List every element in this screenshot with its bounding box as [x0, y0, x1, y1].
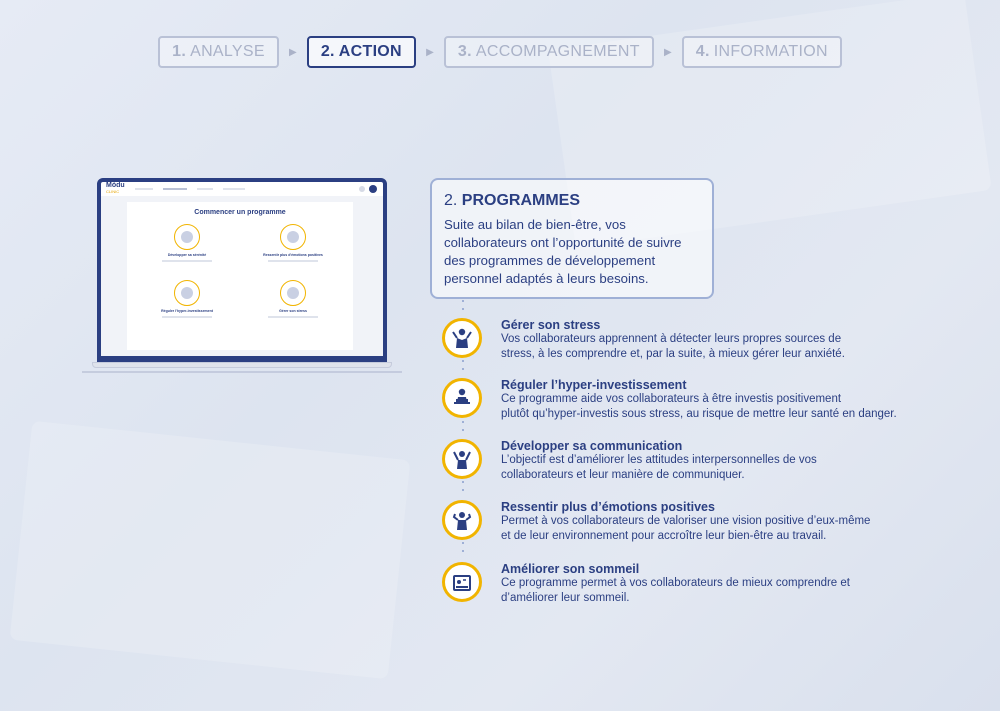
program-text: stress, à les comprendre et, par la suite, à mieux gérer leur anxiété.: [501, 348, 845, 360]
mini-main: [101, 196, 383, 356]
program-title: Développer sa communication: [501, 439, 683, 453]
stress-person-icon: [442, 318, 482, 358]
programmes-box: [430, 178, 714, 299]
step-action[interactable]: [307, 36, 416, 68]
program-text: d’améliorer leur sommeil.: [501, 592, 630, 604]
programmes-heading: [444, 192, 700, 210]
app-logo: Mòdu CLINIC: [106, 182, 125, 194]
step-information[interactable]: [682, 36, 842, 68]
connector-line: [462, 481, 464, 497]
desk-person-icon: [442, 378, 482, 418]
chevron-right-icon: ▶: [426, 46, 434, 58]
program-item[interactable]: [442, 378, 962, 422]
programmes-title: PROGRAMMES: [461, 192, 581, 209]
mini-program-label: Développer sa sérénité: [167, 253, 207, 257]
program-icon: [280, 280, 306, 306]
programmes-number: 2.: [444, 192, 458, 209]
step-analyse[interactable]: [158, 36, 279, 68]
program-text: Permet à vos collaborateurs de valoriser une vision positive d’eux-même: [501, 515, 871, 527]
mini-program: [137, 280, 237, 318]
program-text: Ce programme permet à vos collaborateurs de mieux comprendre et: [501, 577, 850, 589]
program-item[interactable]: [442, 562, 962, 606]
step-number: 3.: [457, 43, 472, 60]
program-item[interactable]: [442, 439, 962, 483]
program-item[interactable]: [442, 318, 962, 362]
chevron-right-icon: ▶: [288, 46, 297, 58]
step-accompagnement[interactable]: [444, 36, 654, 68]
program-text: Ce programme aide vos collaborateurs à être investis positivement: [501, 393, 842, 405]
step-label: ACCOMPAGNEMENT: [475, 43, 640, 60]
sleep-icon: [442, 562, 482, 602]
mini-program: [243, 224, 343, 262]
program-text: et de leur environnement pour accroître leur bien-être au travail.: [501, 530, 827, 542]
laptop-screen: [97, 178, 387, 362]
program-item[interactable]: [442, 500, 962, 544]
mini-header: [101, 182, 383, 197]
step-number: 1.: [172, 43, 187, 60]
program-title: Améliorer son sommeil: [501, 562, 640, 576]
background-shape: [10, 421, 411, 680]
connector-line: [462, 300, 464, 315]
program-title: Réguler l’hyper-investissement: [501, 378, 687, 392]
connector-line: [462, 542, 464, 558]
step-number: 2.: [320, 43, 335, 60]
mini-card: [127, 202, 353, 350]
avatar: [369, 185, 377, 193]
program-title: Ressentir plus d’émotions positives: [501, 500, 715, 514]
connector-line: [462, 360, 464, 376]
mini-program-label: Ressentir plus d'émotions positives: [263, 253, 323, 257]
programmes-description: Suite au bilan de bien-être, vos collaborateurs ont l’opportunité de suivre des programmes de développement personnel adaptés à leurs besoins.: [444, 217, 682, 286]
stepper: [0, 36, 1000, 68]
step-label: ACTION: [338, 43, 402, 60]
laptop-mockup: [92, 178, 392, 373]
step-label: ANALYSE: [190, 43, 265, 60]
program-icon: [280, 224, 306, 250]
talking-person-icon: [442, 439, 482, 479]
step-number: 4.: [695, 43, 710, 60]
mini-program-label: Réguler l'hyper-investissement: [161, 309, 213, 313]
program-icon: [174, 224, 200, 250]
chevron-right-icon: ▶: [663, 46, 672, 58]
mini-program: [137, 224, 237, 262]
connector-line: [462, 421, 464, 436]
mini-program: [243, 280, 343, 318]
bell-icon: [359, 186, 365, 192]
happy-person-icon: [442, 500, 482, 540]
laptop-shadow: [82, 371, 402, 373]
program-text: L’objectif est d’améliorer les attitudes interpersonnelles de vos: [501, 454, 817, 466]
step-label: INFORMATION: [713, 43, 828, 60]
program-icon: [174, 280, 200, 306]
program-text: Vos collaborateurs apprennent à détecter leurs propres sources de: [501, 333, 842, 345]
mini-title: Commencer un programme: [194, 209, 286, 216]
program-title: Gérer son stress: [501, 318, 601, 332]
mini-program-label: Gérer son stress: [279, 309, 307, 313]
program-text: collaborateurs et leur manière de communiquer.: [501, 469, 745, 481]
program-text: plutôt qu’hyper-investis sous stress, au risque de mettre leur santé en danger.: [501, 408, 897, 420]
laptop-base: [92, 362, 392, 368]
